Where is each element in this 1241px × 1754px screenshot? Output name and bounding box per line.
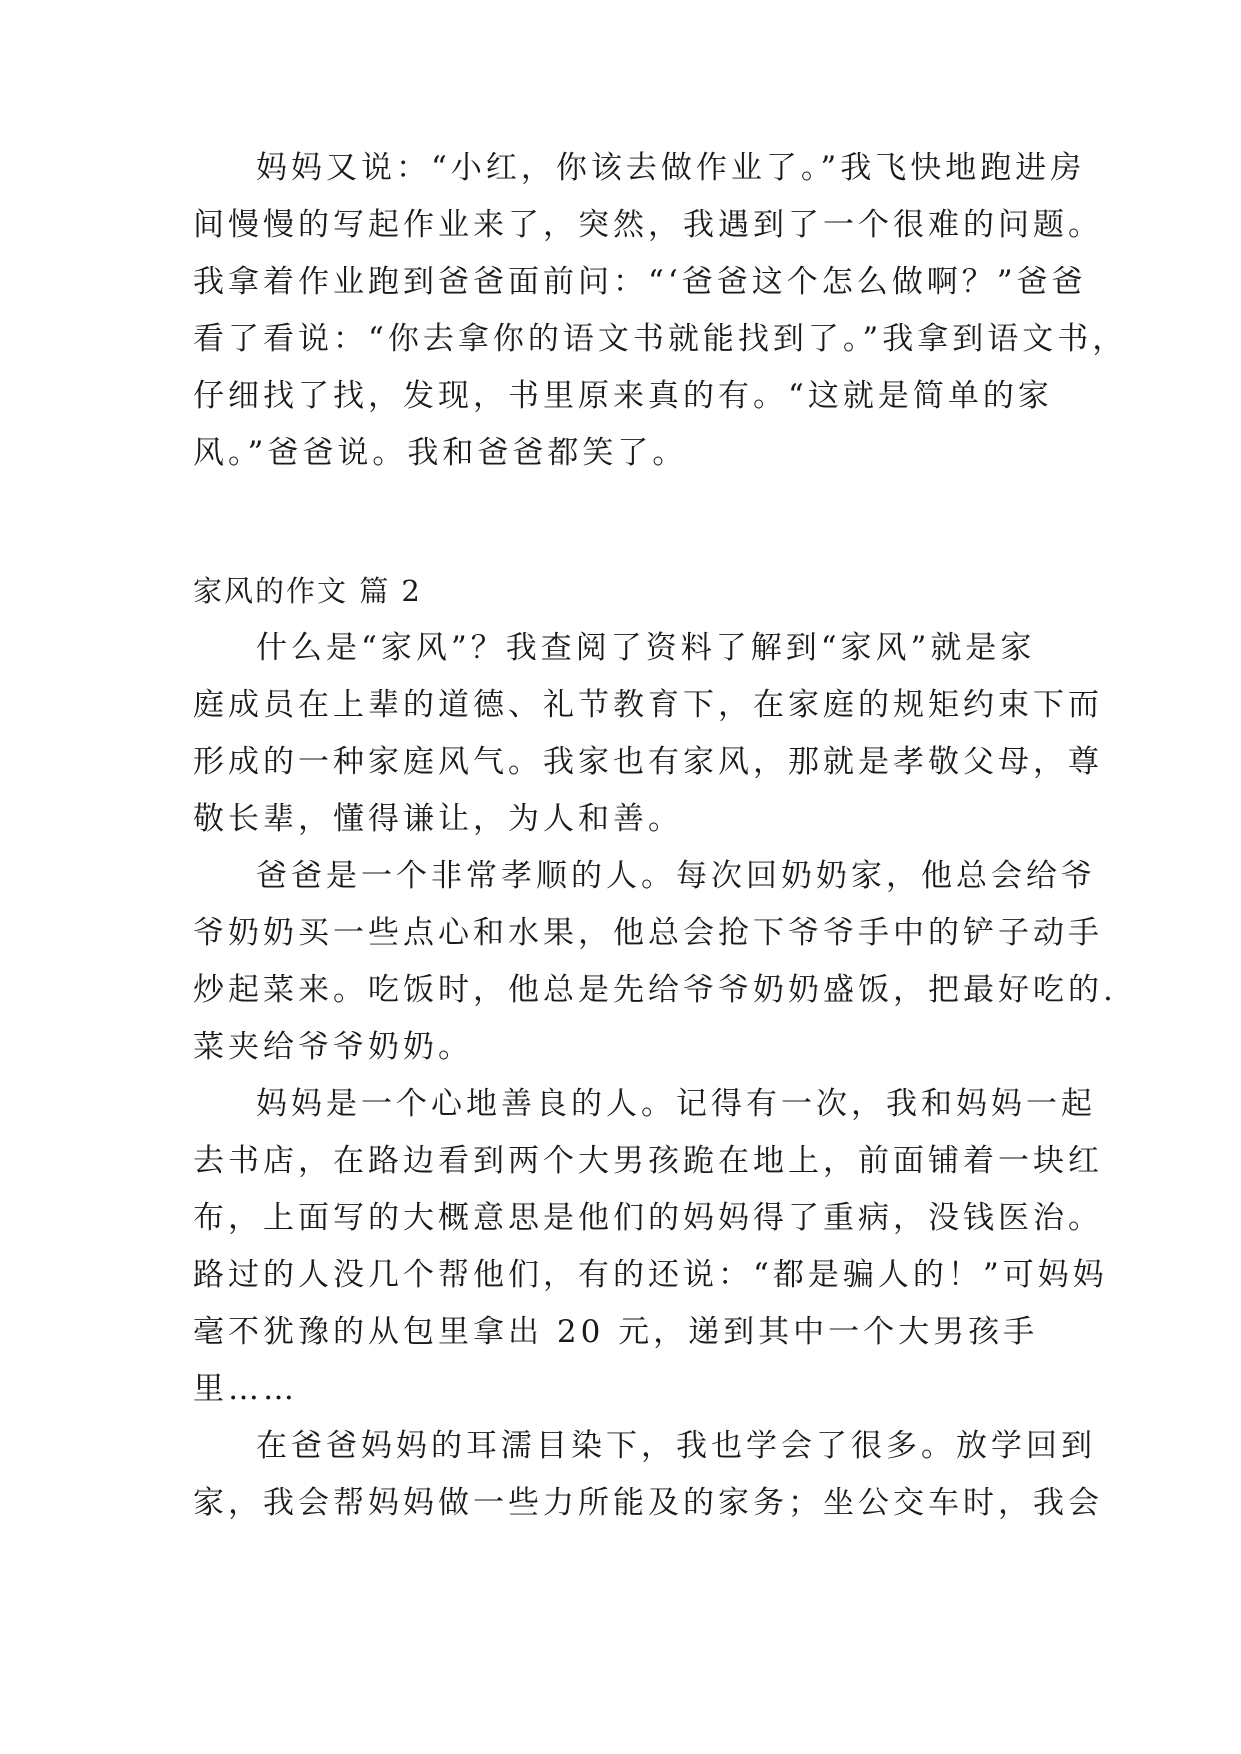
text-line: 庭成员在上辈的道德、礼节教育下，在家庭的规矩约束下而 (193, 687, 1103, 723)
text-line: 炒起菜来。吃饭时，他总是先给爷爷奶奶盛饭，把最好吃的. (193, 972, 1117, 1008)
text-line: 里…… (193, 1371, 298, 1407)
text-line: 妈妈又说：“小红，你该去做作业了。”我飞快地跑进房 (256, 150, 1086, 186)
text-line: 家，我会帮妈妈做一些力所能及的家务；坐公交车时，我会 (193, 1485, 1103, 1521)
text-line: 爸爸是一个非常孝顺的人。每次回奶奶家，他总会给爷 (256, 858, 1096, 894)
text-line: 妈妈是一个心地善良的人。记得有一次，我和妈妈一起 (256, 1086, 1096, 1122)
section-title: 家风的作文 篇 2 (193, 574, 422, 608)
text-line: 风。”爸爸说。我和爸爸都笑了。 (193, 435, 688, 471)
text-line: 去书店，在路边看到两个大男孩跪在地上，前面铺着一块红 (193, 1143, 1103, 1179)
text-line: 在爸爸妈妈的耳濡目染下，我也学会了很多。放学回到 (256, 1428, 1096, 1464)
text-line: 仔细找了找，发现，书里原来真的有。“这就是简单的家 (193, 378, 1053, 414)
text-line: 看了看说：“你去拿你的语文书就能找到了。”我拿到语文书， (193, 321, 1128, 357)
text-line: 敬长辈，懂得谦让，为人和善。 (193, 801, 683, 837)
text-line: 布，上面写的大概意思是他们的妈妈得了重病，没钱医治。 (193, 1200, 1103, 1236)
text-line: 毫不犹豫的从包里拿出 20 元，递到其中一个大男孩手 (193, 1314, 1039, 1350)
text-line: 爷奶奶买一些点心和水果，他总会抢下爷爷手中的铲子动手 (193, 915, 1103, 951)
text-line: 什么是“家风”？我查阅了资料了解到“家风”就是家 (256, 630, 1036, 666)
text-line: 路过的人没几个帮他们，有的还说：“都是骗人的！”可妈妈 (193, 1257, 1108, 1293)
text-line: 我拿着作业跑到爸爸面前问：“‘爸爸这个怎么做啊？”爸爸 (193, 264, 1087, 300)
text-line: 间慢慢的写起作业来了，突然，我遇到了一个很难的问题。 (193, 207, 1103, 243)
text-line: 菜夹给爷爷奶奶。 (193, 1029, 473, 1065)
text-line: 形成的一种家庭风气。我家也有家风，那就是孝敬父母，尊 (193, 744, 1103, 780)
